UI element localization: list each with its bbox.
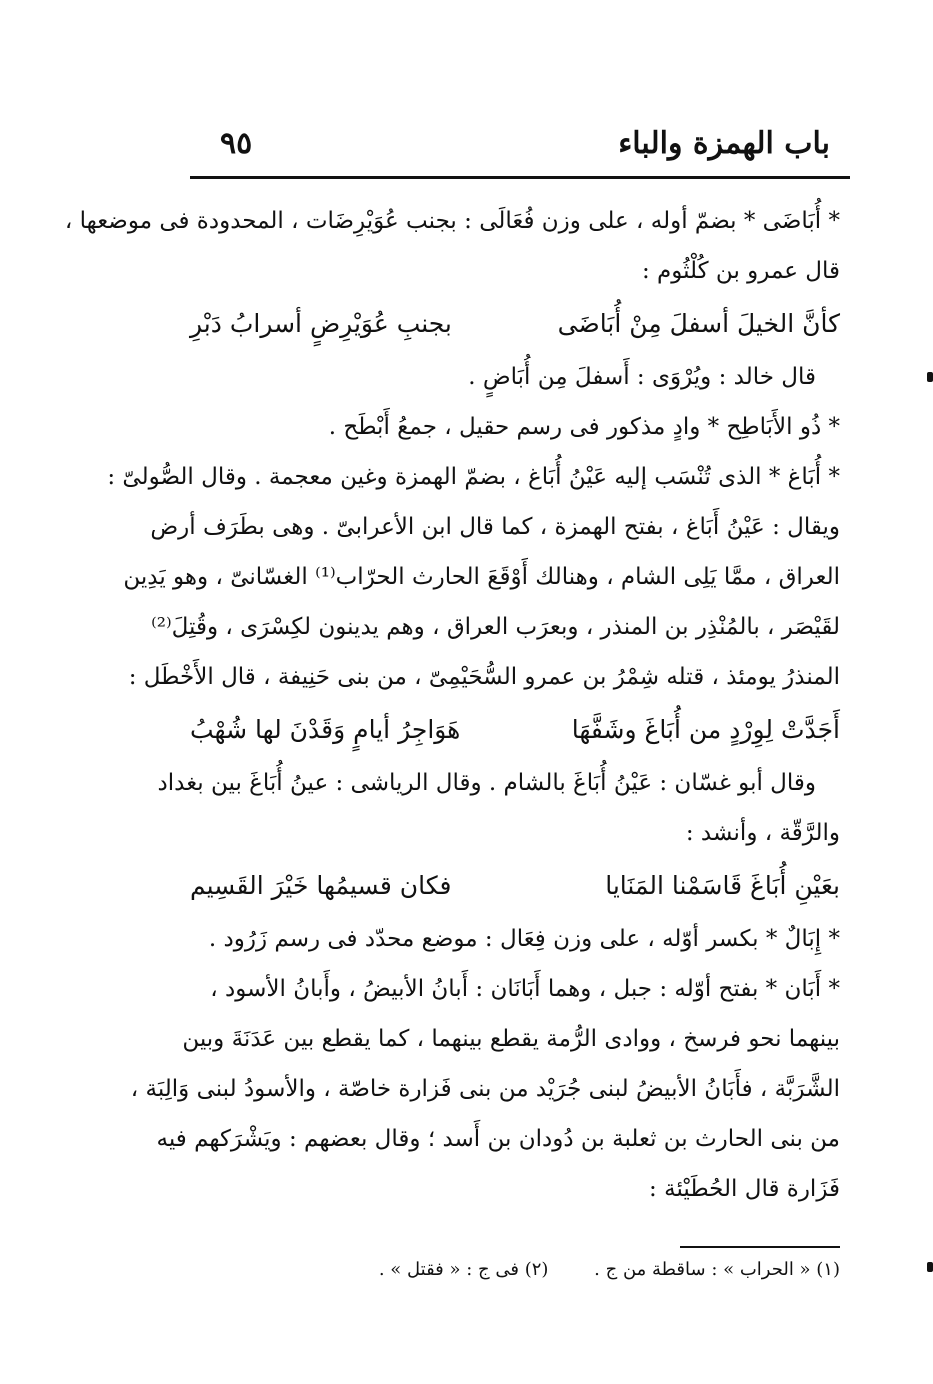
header-rule [190, 176, 850, 179]
margin-mark [927, 1262, 933, 1272]
text-line: * أُبَاغ * الذى تُنْسَب إليه عَيْنُ أُبَاغ ، بضمّ الهمزة وغين معجمة . وقال الصُّولىّ : [107, 464, 840, 490]
page-number: ٩٥ [220, 126, 253, 161]
verse-hemistich-first: أَجَدَّتْ لِوِرْدٍ من أُبَاغَ وشَفَّهَا [571, 715, 840, 744]
text-line: قال خالد : ويُرْوَى : أَسفلَ مِن أُبَاضٍ . [468, 364, 816, 390]
footnote: (٢) فى ج : « فقتل » . [378, 1259, 549, 1280]
text-line: الشَّرَبَّة ، فأَبَانُ الأبيضُ لبنى جُرَيْد من بنى فَزارة خاصّة ، والأسودُ لبنى وَالِبَة ، [130, 1076, 840, 1102]
text-line: بينهما نحو فرسخ ، ووادى الرُّمة يقطع بينهما ، كما يقطع بين عَدَنَةَ وبين [182, 1026, 840, 1052]
text-line: * أُبَاضَى * بضمّ أوله ، على وزن فُعَالَى : بجنب عُوَيْرِضَات ، المحدودة فى موضعها ، [64, 208, 840, 234]
verse [190, 296, 840, 352]
margin-mark [927, 372, 933, 382]
text-line: * أَبَان * بفتح أوّله : جبل ، وهما أَبَانَان : أَبانُ الأبيضُ ، وأَبانُ الأسود ، [210, 976, 840, 1002]
footnote: (١) « الحراب » : ساقطة من ج . [594, 1259, 840, 1280]
text-line: والرَّقّة ، وأنشد : [685, 820, 840, 846]
footnotes [280, 1256, 840, 1284]
verse [190, 702, 840, 758]
text-line: من بنى الحارث بن ثعلبة بن دُودان بن أَسد ؛ وقال بعضهم : ويَشْرَكهم فيه [156, 1126, 840, 1152]
text-line: * إِبَالٌ * بكسر أوّله ، على وزن فِعَال : موضع محدّد فى رسم زَرُود . [208, 926, 840, 952]
text-line: فَزَارة قال الحُطَيْئة : [649, 1176, 840, 1202]
text-line: وقال أبو غسّان : عَيْنُ أُبَاغَ بالشام . وقال الرياشى : عينُ أُبَاغَ بين بغداد [157, 770, 816, 796]
verse-hemistich-first: بعَيْنِ أُبَاغَ قَاسَمْنا المَنَايا [605, 871, 840, 900]
text-line: قال عمرو بن كُلْثُوم : [641, 258, 840, 284]
text-line: * ذُو الأَبَاطِح * وادٍ مذكور فى رسم حقيل ، جمعُ أَبْطَح . [328, 414, 840, 440]
text-line: لقَيْصَر ، بالمُنْذِر بن المنذر ، وبعرَب العراق ، وهم يدينون لكِسْرَى ، وقُتِلَ⁽²⁾ [151, 614, 840, 640]
verse-hemistich-second: فكان قسيمُها خَيْرَ القَسِيم [190, 871, 452, 900]
footnote-rule [680, 1246, 840, 1248]
verse-hemistich-first: كأنَّ الخيلَ أسفلَ مِنْ أُبَاضَى [557, 309, 840, 338]
verse [190, 858, 840, 914]
text-line: ويقال : عَيْنُ أَبَاغ ، بفتح الهمزة ، كما قال ابن الأعرابىّ . وهى بطَرَف أرض [150, 514, 840, 540]
page-header [190, 120, 850, 170]
text-line: المنذرُ يومئذ ، قتله شِمْرُ بن عمرو السُّحَيْمِىّ ، من بنى حَنِيفة ، قال الأَخْطَل : [128, 664, 840, 690]
text-line: العراق ، ممَّا يَلِى الشام ، وهنالك أَوْقَعَ الحارث الحرّاب⁽¹⁾ الغسّانىّ ، وهو يَدِين [123, 564, 840, 590]
verse-hemistich-second: بجنبِ عُوَيْرِضٍ أسرابُ دَبْرِ [190, 309, 452, 338]
chapter-title: باب الهمزة والباء [618, 126, 830, 161]
verse-hemistich-second: هَوَاجِرُ أيامٍ وَقَدْنَ لها شُهْبُ [190, 715, 461, 744]
main-text [64, 196, 840, 1214]
